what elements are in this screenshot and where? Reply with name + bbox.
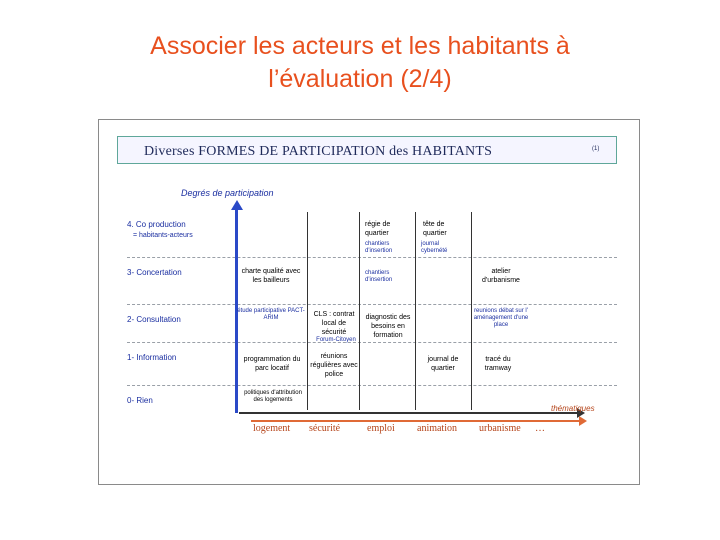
cell-journal-de-quartier: journal de quartier — [427, 356, 459, 372]
cell-chantiers-insertion: chantiers d'insertion — [365, 241, 393, 254]
cell-reunions-police: réunions régulières avec police — [310, 353, 358, 378]
slide-title-line-2: l’évaluation (2/4) — [268, 65, 452, 93]
theme-emploi: emploi — [367, 423, 395, 434]
column-separator — [307, 212, 308, 410]
cell-charte-qualite: charte qualité avec les bailleurs — [241, 268, 301, 284]
banner-footnote-mark: (1) — [592, 146, 600, 152]
theme-logement: logement — [253, 423, 291, 434]
cell-politiques-attribution: politiques d'attribution des logements — [244, 390, 302, 403]
themes-arrowhead — [579, 416, 587, 426]
cell-reunions-debat: reunions débat sur l' aménagement d'une place — [473, 308, 529, 328]
cell-chantiers-insertion-2: chantiers d'insertion — [365, 270, 393, 283]
column-separator — [359, 212, 360, 410]
theme-securite: sécurité — [309, 423, 341, 434]
cell-trace-tramway: tracé du tramway — [484, 356, 512, 372]
cell-journal-cybernete: journal cybernété — [421, 241, 448, 254]
level-3-label: 3- Concertation — [127, 268, 182, 277]
banner-text: Diverses FORMES DE PARTICIPATION des HABITANTS — [144, 144, 493, 159]
level-4-label: 4. Co production — [127, 220, 186, 229]
x-axis-title: thématiques — [551, 404, 595, 413]
column-separator — [471, 212, 472, 410]
cell-tete-de-quartier: tête de quartier — [423, 221, 447, 237]
level-0-label: 0- Rien — [127, 396, 153, 405]
cell-etude-participative: étude participative PACT-ARIM — [237, 308, 305, 321]
cell-forum-citoyen: Forum-Citoyen — [316, 337, 356, 343]
cell-programmation-parc: programmation du parc locatif — [243, 356, 301, 372]
level-divider — [127, 257, 617, 258]
theme-urbanisme: urbanisme — [479, 423, 521, 434]
level-divider — [127, 304, 617, 305]
slide-title — [0, 30, 720, 96]
participation-figure — [98, 119, 640, 485]
cell-atelier-urbanisme: atelier d'urbanisme — [482, 268, 520, 284]
level-divider — [127, 342, 617, 343]
y-axis-title: Degrés de participation — [181, 188, 274, 198]
level-4-sublabel: = habitants-acteurs — [133, 232, 193, 239]
cell-cls: CLS : contrat local de sécurité — [313, 311, 355, 336]
themes-underline — [251, 420, 581, 422]
theme-animation: animation — [417, 423, 457, 434]
level-2-label: 2- Consultation — [127, 315, 181, 324]
level-1-label: 1- Information — [127, 353, 177, 362]
x-axis-arrow — [239, 412, 579, 414]
level-divider — [127, 385, 617, 386]
theme-ellipsis: … — [535, 423, 545, 434]
cell-diagnostic-besoins: diagnostic des besoins en formation — [365, 314, 411, 339]
cell-regie-de-quartier: régie de quartier — [365, 221, 391, 237]
column-separator — [415, 212, 416, 410]
slide-title-line-1: Associer les acteurs et les habitants à — [150, 32, 570, 60]
figure-banner — [117, 136, 617, 164]
